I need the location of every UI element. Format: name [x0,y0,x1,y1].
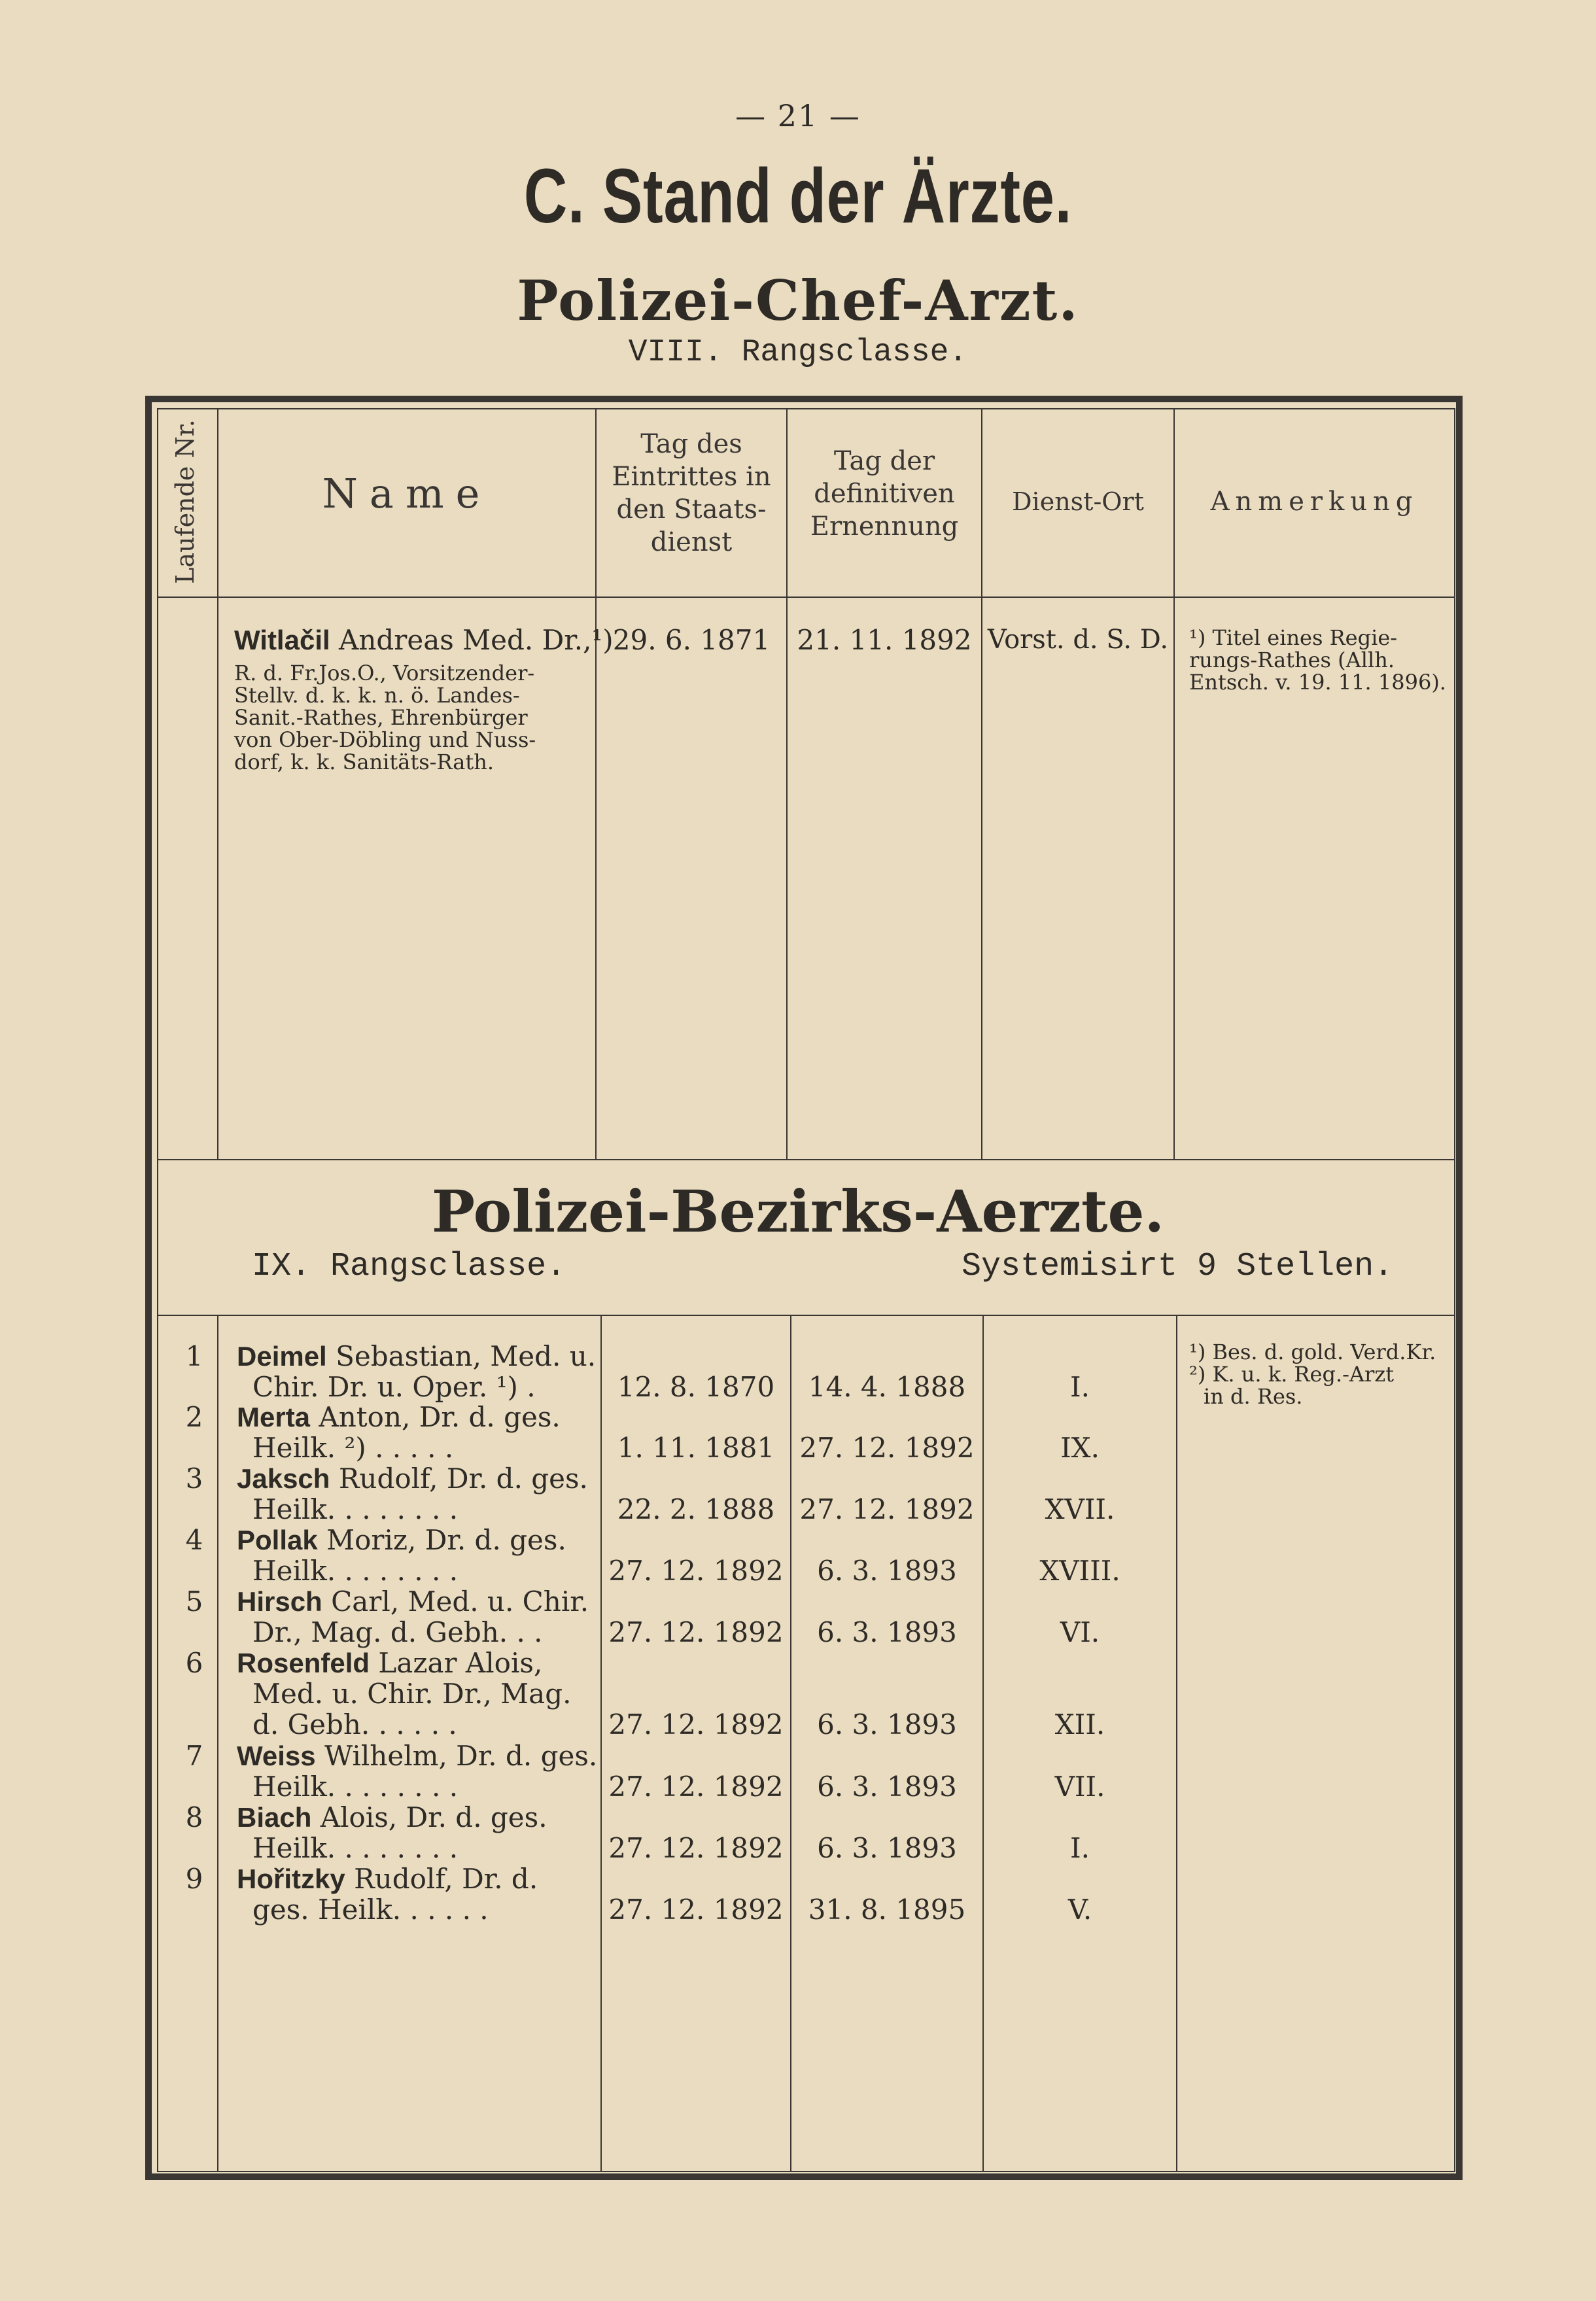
row-name-line2: Heilk. . . . . . . . [252,1493,459,1525]
column-rule [981,409,982,1159]
section-heading-district: Polizei-Bezirks-Aerzte. [431,1177,1165,1245]
row-eintritt: 27. 12. 1892 [608,1555,784,1587]
column-header-anmerkung: Anmerkung [1210,487,1419,517]
table-row-name [237,1402,561,1432]
chief-surname: Witlačil [234,625,330,655]
rank-class-chief: VIII. Rangsclasse. [628,335,968,370]
row-number: 7 [185,1740,203,1772]
column-header-lfd: Laufende Nr. [171,419,200,584]
row-ort: VII. [1054,1771,1105,1803]
row-eintritt: 1. 11. 1881 [617,1432,775,1464]
header-line: Ernennung [810,511,959,542]
chief-ernennung: 21. 11. 1892 [797,624,972,656]
chief-note [1189,627,1451,693]
row-ernennung: 6. 3. 1893 [817,1555,957,1587]
chief-ort: Vorst. d. S. D. [987,625,1169,655]
table-row-name [237,1740,597,1771]
row-name-line2: Heilk. . . . . . . . [252,1771,459,1803]
row-ernennung: 31. 8. 1895 [808,1894,966,1926]
row-name-line1: Sebastian, Med. u. [336,1340,597,1372]
table-row-name [237,1341,596,1372]
row-name-line2: Chir. Dr. u. Oper. ¹) . [252,1371,536,1403]
note-line: ¹) Bes. d. gold. Verd.Kr. [1189,1340,1436,1364]
header-line: dienst [650,527,733,557]
row-ernennung: 6. 3. 1893 [817,1771,957,1803]
row-surname: Hořitzky [237,1863,345,1894]
row-surname: Deimel [237,1341,327,1372]
column-rule [1173,409,1175,1159]
row-number: 2 [185,1401,203,1433]
row-eintritt: 12. 8. 1870 [617,1371,775,1403]
chief-detail-line: R. d. Fr.Jos.O., Vorsitzender- [234,661,535,685]
row-name-line2: Med. u. Chir. Dr., Mag. [252,1678,572,1710]
row-number: 4 [185,1524,203,1556]
row-ernennung: 14. 4. 1888 [808,1371,966,1403]
row-surname: Weiss [237,1740,316,1771]
row-eintritt: 27. 12. 1892 [608,1616,784,1648]
row-ort: XVIII. [1039,1555,1120,1587]
row-ort: V. [1067,1894,1092,1926]
column-header-ort: Dienst-Ort [1012,487,1144,516]
rank-class-district: IX. Rangsclasse. [252,1248,566,1285]
row-ort: XVII. [1045,1493,1115,1525]
row-ort: XII. [1054,1708,1105,1740]
row-name-line2: ges. Heilk. . . . . . [252,1894,489,1926]
column-rule [217,409,218,1159]
column-header-name: Name [322,470,492,517]
chief-details [234,662,594,773]
row-eintritt: 27. 12. 1892 [608,1708,784,1740]
row-eintritt: 27. 12. 1892 [608,1771,784,1803]
row-ernennung: 27. 12. 1892 [799,1432,975,1464]
row-name-line2: Heilk. . . . . . . . [252,1555,459,1587]
chief-given: Andreas Med. Dr.,¹) [339,624,614,656]
row-surname: Biach [237,1802,312,1833]
header-line: Tag des [640,429,742,459]
district-notes [1189,1341,1451,1408]
row-name-line3: d. Gebh. . . . . . [252,1708,457,1740]
row-ernennung: 27. 12. 1892 [799,1493,975,1525]
table-row-name [237,1648,542,1678]
row-eintritt: 27. 12. 1892 [608,1832,784,1864]
note-line: Entsch. v. 19. 11. 1896). [1189,670,1446,695]
section-heading-chief: Polizei-Chef-Arzt. [517,268,1079,333]
table-row-name [237,1586,589,1617]
note-line: ²) K. u. k. Reg.-Arzt [1189,1362,1395,1387]
chief-name [234,625,614,655]
row-ort: I. [1070,1832,1090,1864]
systemisirt-count: Systemisirt 9 Stellen. [962,1248,1394,1285]
row-name-line2: Heilk. ²) . . . . . [252,1432,454,1464]
row-surname: Pollak [237,1525,318,1555]
row-name-line1: Lazar Alois, [378,1647,543,1679]
row-name-line1: Rudolf, Dr. d. ges. [338,1462,588,1495]
row-surname: Jaksch [237,1463,330,1494]
row-eintritt: 27. 12. 1892 [608,1894,784,1926]
page-title: C. Stand der Ärzte. [523,153,1073,239]
row-number: 8 [185,1801,203,1833]
row-surname: Rosenfeld [237,1648,370,1678]
chief-detail-line: Sanit.-Rathes, Ehrenbürger [234,705,528,730]
note-line: rungs-Rathes (Allh. [1189,648,1395,672]
row-eintritt: 22. 2. 1888 [617,1493,775,1525]
header-line: den Staats- [616,494,767,525]
row-name-line1: Carl, Med. u. Chir. [331,1585,589,1618]
row-name-line1: Alois, Dr. d. ges. [320,1801,547,1833]
chief-detail-line: von Ober-Döbling und Nuss- [234,727,536,752]
header-line: definitiven [814,479,955,509]
row-number: 1 [185,1340,203,1372]
row-name-line1: Anton, Dr. d. ges. [319,1401,561,1433]
column-rule [1176,1316,1177,2171]
row-ort: VI. [1060,1616,1100,1648]
header-line: Eintrittes in [612,462,771,492]
row-name-line1: Wilhelm, Dr. d. ges. [324,1740,598,1772]
column-header-ernennung [788,445,981,543]
section-rule-bottom [158,1315,1454,1316]
table-row-name [237,1525,566,1555]
row-name-line1: Moriz, Dr. d. ges. [326,1524,566,1556]
column-header-eintritt [597,428,786,559]
row-ort: I. [1070,1371,1090,1403]
row-ort: IX. [1060,1432,1100,1464]
row-ernennung: 6. 3. 1893 [817,1708,957,1740]
chief-eintritt: 29. 6. 1871 [612,624,771,656]
table-row-name [237,1863,538,1894]
note-line: in d. Res. [1204,1384,1303,1409]
header-rule [158,597,1454,598]
row-ernennung: 6. 3. 1893 [817,1616,957,1648]
row-name-line2: Dr., Mag. d. Gebh. . . [252,1616,543,1648]
row-name-line2: Heilk. . . . . . . . [252,1832,459,1864]
row-number: 9 [185,1863,203,1895]
row-surname: Hirsch [237,1586,322,1617]
row-surname: Merta [237,1402,311,1432]
row-number: 6 [185,1647,203,1679]
chief-detail-line: dorf, k. k. Sanitäts-Rath. [234,750,494,774]
table-row-name [237,1463,588,1494]
section-rule-top [158,1159,1454,1160]
row-ernennung: 6. 3. 1893 [817,1832,957,1864]
note-line: ¹) Titel eines Regie- [1189,625,1398,650]
chief-detail-line: Stellv. d. k. k. n. ö. Landes- [234,683,520,708]
page-number: — 21 — [735,98,861,133]
row-name-line1: Rudolf, Dr. d. [354,1863,538,1895]
header-line: Tag der [833,446,935,476]
column-rule [217,1316,218,2171]
row-number: 3 [185,1462,203,1495]
table-row-name [237,1802,547,1833]
row-number: 5 [185,1585,203,1618]
